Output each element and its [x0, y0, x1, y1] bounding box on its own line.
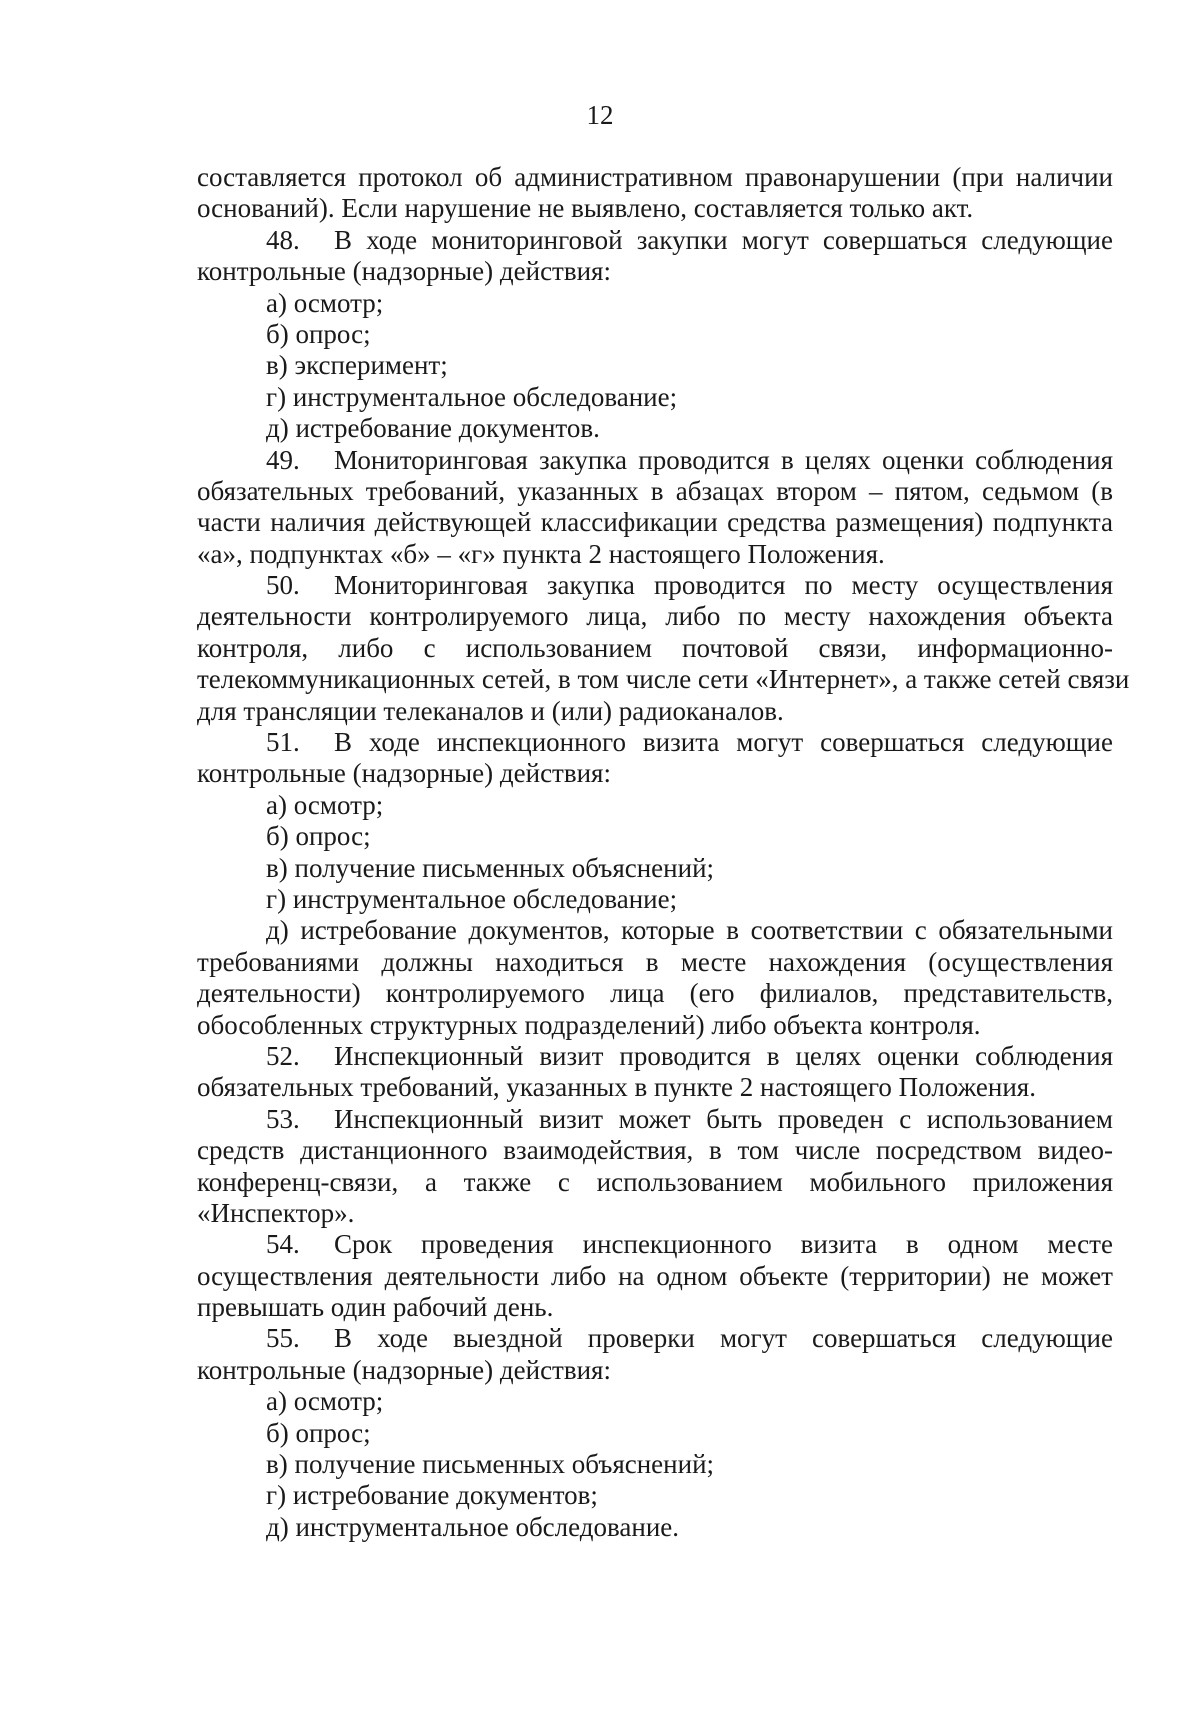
text-line: для трансляции телеканалов и (или) радиоканалов. — [197, 695, 784, 726]
text-line: а) осмотр; — [266, 287, 384, 318]
paragraph-text — [334, 1104, 1113, 1135]
document-body — [197, 162, 1130, 1543]
word: оценки — [881, 444, 964, 475]
word: визита — [800, 1229, 878, 1260]
text-line: требованиями должны находиться в месте нахождения (осуществления — [197, 946, 1113, 977]
text-line: б) опрос; — [266, 318, 371, 349]
word: проводится — [619, 1040, 751, 1071]
text-line — [197, 1229, 1113, 1260]
paragraph-text — [334, 1229, 1113, 1260]
text-line: конференц-связи, а также с использованием мобильного приложения — [197, 1166, 1113, 1197]
text-line: г) инструментальное обследование; — [266, 883, 678, 914]
paragraph-number: 51. — [266, 727, 300, 758]
word: В — [334, 1323, 353, 1354]
word: совершаться — [820, 727, 965, 758]
word: проведения — [421, 1229, 554, 1260]
paragraph-number: 49. — [266, 444, 300, 475]
text-line: «а», подпунктах «б» – «г» пункта 2 настоящего Положения. — [197, 538, 885, 569]
paragraph-text — [334, 445, 1113, 476]
word: Мониторинговая — [334, 444, 528, 475]
word: Инспекционный — [334, 1103, 524, 1134]
word: В — [334, 224, 353, 255]
text-line: превышать один рабочий день. — [197, 1292, 554, 1323]
word: инспекционного — [436, 727, 626, 758]
word: проверки — [587, 1323, 695, 1354]
word: месте — [1047, 1229, 1113, 1260]
text-line: средств дистанционного взаимодействия, в том числе посредством видео- — [197, 1135, 1113, 1166]
word: соблюдения — [975, 444, 1113, 475]
paragraph-text — [334, 727, 1113, 758]
word: целях — [795, 1040, 862, 1071]
word: ходе — [368, 727, 420, 758]
text-line: г) истребование документов; — [266, 1480, 598, 1511]
word: инспекционного — [582, 1229, 772, 1260]
text-line — [197, 727, 1113, 758]
text-line — [197, 1041, 1113, 1072]
word: ходе — [366, 224, 418, 255]
word: осуществления — [937, 570, 1113, 601]
word: Инспекционный — [334, 1040, 524, 1071]
paragraph-number: 55. — [266, 1323, 300, 1354]
word: совершаться — [822, 224, 968, 255]
word: одном — [947, 1229, 1019, 1260]
text-line: контрольные (надзорные) действия: — [197, 758, 611, 789]
word: может — [618, 1103, 691, 1134]
word: следующие — [981, 727, 1113, 758]
text-line: контрольные (надзорные) действия: — [197, 256, 611, 287]
paragraph-text — [334, 1041, 1113, 1072]
text-line — [197, 225, 1113, 256]
text-line: г) инструментальное обследование; — [266, 381, 678, 412]
text-line: обязательных требований, указанных в абзацах втором – пятом, седьмом (в — [197, 475, 1113, 506]
text-line: составляется протокол об административном правонарушении (при наличии — [197, 162, 1113, 192]
paragraph-number: 48. — [266, 224, 300, 255]
word: следующие — [981, 224, 1113, 255]
text-line: обязательных требований, указанных в пункте 2 настоящего Положения. — [197, 1072, 1036, 1103]
word: визит — [538, 1103, 604, 1134]
paragraph-number: 54. — [266, 1229, 300, 1260]
text-line: деятельности контролируемого лица, либо по месту нахождения объекта — [197, 601, 1113, 632]
word: использованием — [926, 1103, 1113, 1134]
word: в — [905, 1229, 919, 1260]
word: могут — [719, 1323, 787, 1354]
paragraph-text — [334, 225, 1113, 256]
word: закупка — [546, 570, 635, 601]
word: визита — [642, 727, 720, 758]
paragraph-number: 53. — [266, 1103, 300, 1134]
text-line: б) опрос; — [266, 821, 371, 852]
text-line: а) осмотр; — [266, 789, 384, 820]
paragraph-text — [334, 1323, 1113, 1354]
word: целях — [804, 444, 871, 475]
text-line: в) получение письменных объяснений; — [266, 1449, 715, 1480]
text-line: в) получение письменных объяснений; — [266, 852, 715, 883]
word: В — [334, 727, 353, 758]
text-line: оснований). Если нарушение не выявлено, составляется только акт. — [197, 193, 974, 224]
text-line: контроля, либо с использованием почтовой связи, информационно- — [197, 632, 1113, 663]
text-line: д) инструментальное обследование. — [266, 1511, 680, 1542]
word: мониторинговой — [431, 224, 623, 255]
word: выездной — [453, 1323, 563, 1354]
paragraph-number: 52. — [266, 1040, 300, 1071]
word: с — [899, 1103, 912, 1134]
word: проводится — [653, 570, 786, 601]
word: проведен — [777, 1103, 884, 1134]
text-line: телекоммуникационных сетей, в том числе сети «Интернет», а также сетей связи — [197, 664, 1130, 695]
text-line: части наличия действующей классификации средства размещения) подпункта — [197, 507, 1113, 538]
text-line — [197, 1104, 1113, 1135]
text-line: «Инспектор». — [197, 1197, 355, 1228]
text-line: д) истребование документов, которые в соответствии с обязательными — [266, 915, 1113, 946]
word: следующие — [981, 1323, 1113, 1354]
text-line — [197, 1323, 1113, 1354]
word: закупка — [539, 444, 628, 475]
word: визит — [539, 1040, 604, 1071]
paragraph-text — [334, 570, 1113, 601]
word: ходе — [377, 1323, 429, 1354]
text-line — [197, 570, 1113, 601]
text-line: а) осмотр; — [266, 1386, 384, 1417]
text-line: б) опрос; — [266, 1417, 371, 1448]
word: могут — [741, 224, 809, 255]
text-line: в) эксперимент; — [266, 350, 448, 381]
word: в — [766, 1040, 780, 1071]
word: в — [780, 444, 794, 475]
word: закупки — [636, 224, 728, 255]
word: быть — [706, 1103, 763, 1134]
word: проводится — [638, 444, 770, 475]
text-line: контрольные (надзорные) действия: — [197, 1354, 611, 1385]
text-line: д) истребование документов. — [266, 413, 600, 444]
word: Мониторинговая — [334, 570, 528, 601]
text-line: обособленных структурных подразделений) либо объекта контроля. — [197, 1009, 981, 1040]
text-line: деятельности) контролируемого лица (его филиалов, представительств, — [197, 978, 1113, 1009]
paragraph-number: 50. — [266, 570, 300, 601]
text-line — [197, 445, 1113, 476]
word: оценки — [877, 1040, 960, 1071]
word: могут — [736, 727, 804, 758]
word: соблюдения — [975, 1040, 1113, 1071]
word: совершаться — [812, 1323, 957, 1354]
word: по — [804, 570, 833, 601]
word: Срок — [334, 1229, 393, 1260]
word: месту — [851, 570, 919, 601]
page-number: 12 — [586, 100, 614, 130]
text-line: осуществления деятельности либо на одном объекте (территории) не может — [197, 1260, 1113, 1291]
